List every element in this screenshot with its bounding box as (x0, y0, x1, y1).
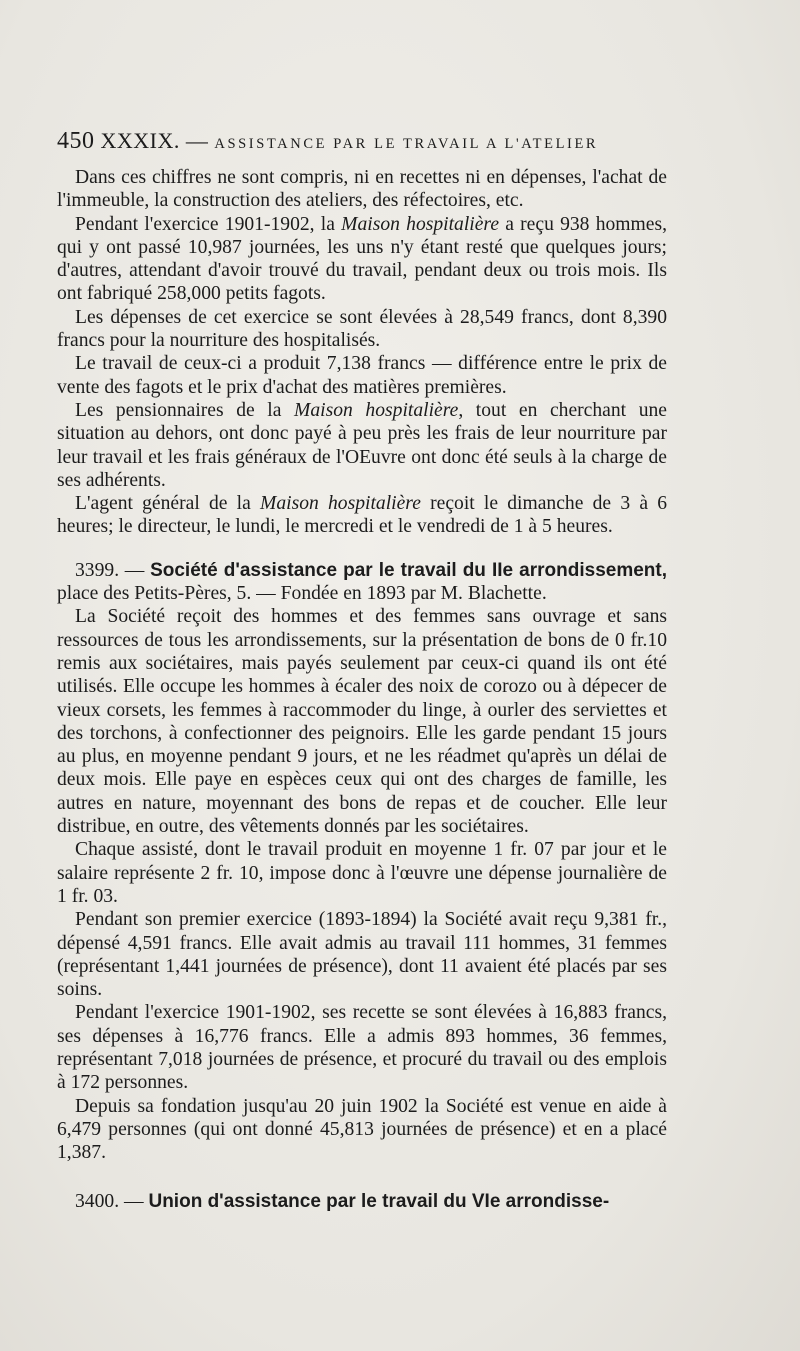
paragraph: Le travail de ceux-ci a produit 7,138 francs — différence entre le prix de vente des fagots et le prix d'achat des matières premières. (57, 353, 667, 398)
page-number: 450 (57, 128, 95, 154)
paragraph: Depuis sa fondation jusqu'au 20 juin 1902 la Société est venue en aide à 6,479 personnes (qui ont donné 45,813 journées de présence) et en a placé 1,387. (57, 1095, 667, 1164)
section-title: Société d'assistance par le travail du IIe arrondissement, (150, 559, 668, 581)
paragraph: Les pensionnaires de la Maison hospitalière, tout en cherchant une situation au dehors, ont donc payé à peu près les frais de leur nourriture par leur travail et les frais généraux de l'OEuvre ont donc été seuls à la charge de ses adhérents. (57, 399, 668, 491)
section-title: Union d'assistance par le travail du VIe arrondisse- (148, 1191, 610, 1213)
paragraph: Pendant l'exercice 1901-1902, ses recette se sont élevées à 16,883 francs, ses dépenses à 16,776 francs. Elle a admis 893 hommes, 36 femmes, représentant 7,018 journées de présence, et procuré du travail ou des emplois à 172 personnes. (57, 1002, 667, 1094)
paragraph: L'agent général de la Maison hospitalière reçoit le dimanche de 3 à 6 heures; le directeur, le lundi, le mercredi et le vendredi de 1 à 5 heures. (57, 493, 668, 538)
header-dash: — (185, 128, 209, 153)
paragraph: Pendant l'exercice 1901-1902, la Maison hospitalière a reçu 938 hommes, qui y ont passé 10,987 journées, les uns n'y étant resté que quelques jours; d'autres, attendant d'avoir trouvé du travail, pendant deux ou trois mois. Ils ont fabriqué 258,000 petits fagots. (57, 213, 667, 305)
section-heading-3399: 3399. — Société d'assistance par le travail du IIe arrondissement, place des Petits-Pères, 5. — Fondée en 1893 par M. Blachette. (57, 559, 668, 605)
running-header (57, 128, 677, 155)
running-title: ASSISTANCE PAR LE TRAVAIL A L'ATELIER (214, 136, 599, 152)
page-body (57, 166, 667, 1214)
paragraph: Les dépenses de cet exercice se sont élevées à 28,549 francs, dont 8,390 francs pour la nourriture des hospitalisés. (57, 306, 667, 352)
paragraph: Pendant son premier exercice (1893-1894) la Société avait reçu 9,381 fr., dépensé 4,591 francs. Elle avait admis au travail 111 hommes, 31 femmes (représentant 1,441 journées de présence), dont 11 avaient été placés par ses soins. (57, 909, 667, 1001)
section-heading-3400: 3400. — Union d'assistance par le travail du VIe arrondisse- (75, 1191, 610, 1213)
chapter-number: XXXIX. (100, 128, 180, 153)
paragraph: Dans ces chiffres ne sont compris, ni en recettes ni en dépenses, l'achat de l'immeuble, la construction des ateliers, des réfectoires, etc. (57, 167, 667, 212)
paragraph: La Société reçoit des hommes et des femmes sans ouvrage et sans ressources de tous les arrondissements, sur la présentation de bons de 0 fr.10 remis aux sociétaires, mais payés seulement par ceux-ci quand ils ont été utilisés. Elle occupe les hommes à écaler des noix de corozo ou à dépecer de vieux corsets, les femmes à raccommoder du linge, à ourler des serviettes et des torchons, à confectionner des peignoirs. Elle les garde pendant 15 jours au plus, en moyenne pendant 9 jours, et ne les réadmet qu'après un délai de deux mois. Elle paye en espèces ceux qui ont des charges de famille, les autres en nature, moyennant des bons de repas et de coucher. Elle leur distribue, en outre, des vêtements donnés par les sociétaires. (57, 606, 667, 838)
paragraph: Chaque assisté, dont le travail produit en moyenne 1 fr. 07 par jour et le salaire représente 2 fr. 10, impose donc à l'œuvre une dépense journalière de 1 fr. 03. (57, 839, 667, 907)
